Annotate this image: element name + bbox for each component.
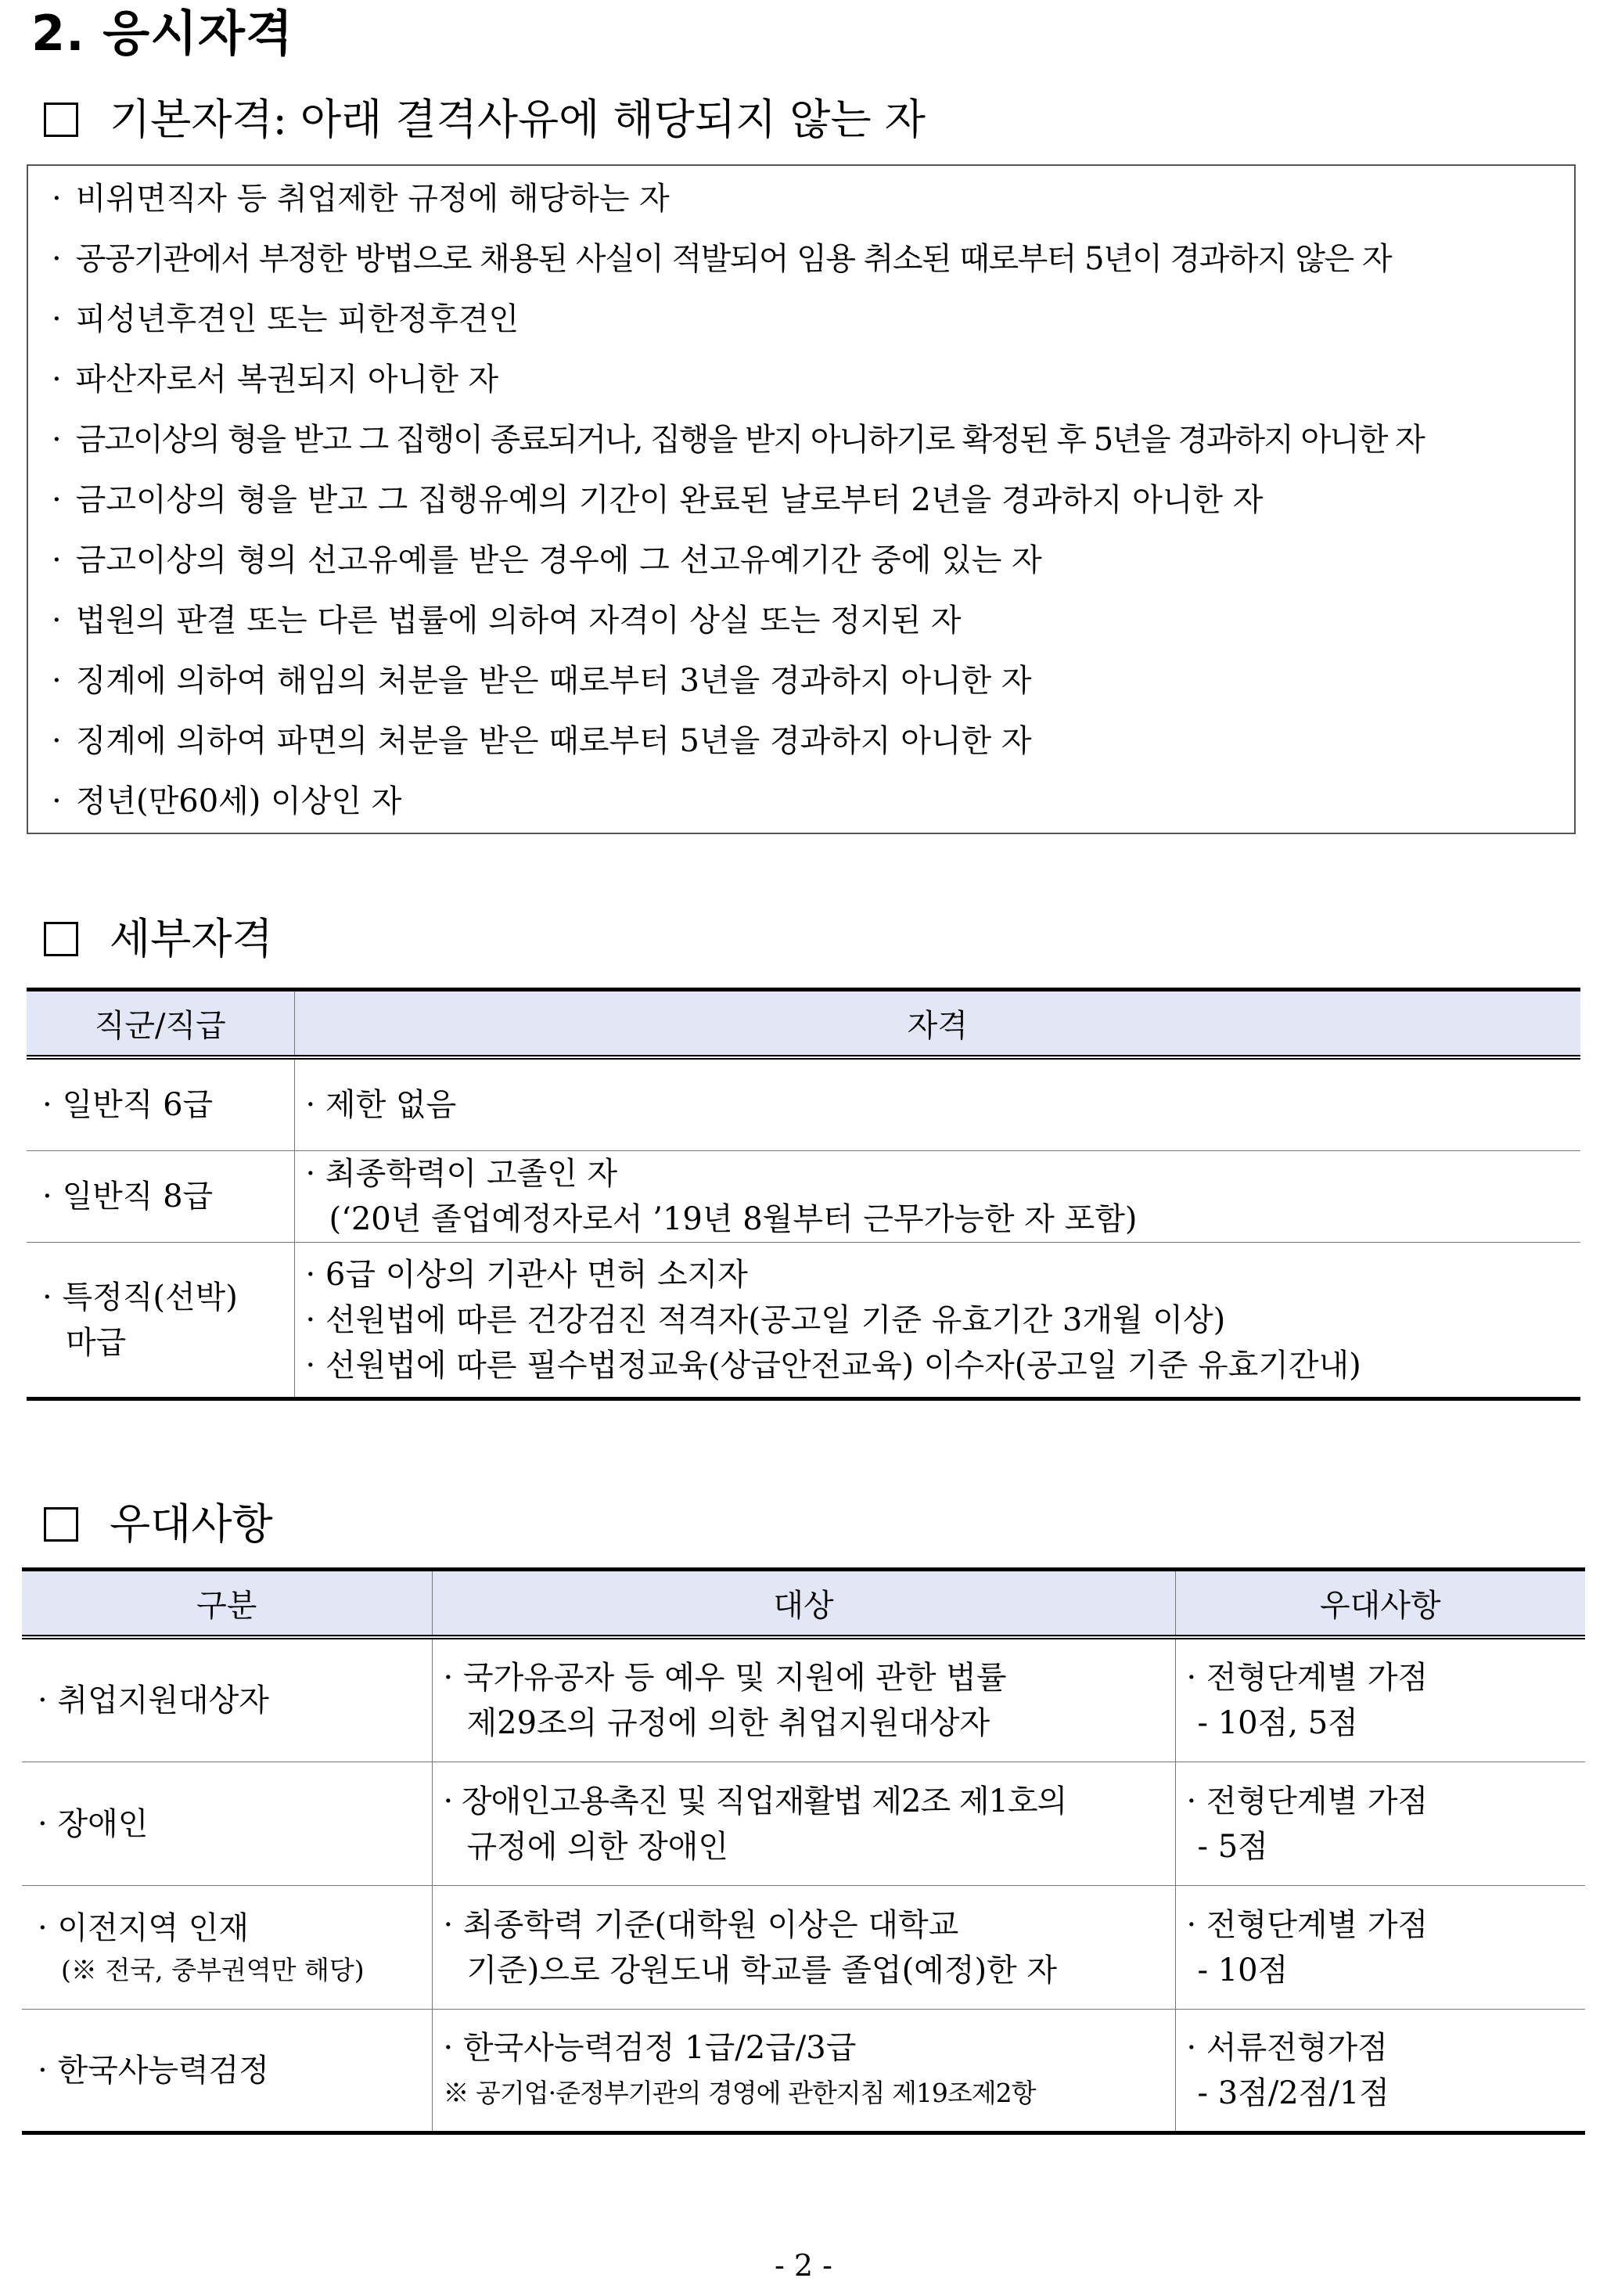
target-line: 규정에 의한 장애인 bbox=[466, 1828, 729, 1865]
column-header: 직군/직급 bbox=[27, 990, 294, 1057]
column-header: 대상 bbox=[432, 1570, 1175, 1637]
qual-line: · 선원법에 따른 필수법정교육(상급안전교육) 이수자(공고일 기준 유효기간내) bbox=[305, 1347, 1361, 1384]
target-line: · 한국사능력검정 1급/2급/3급 bbox=[443, 2029, 857, 2066]
table-row bbox=[22, 1637, 1585, 1762]
list-item: · 금고이상의 형을 받고 그 집행이 종료되거나, 집행을 받지 아니하기로 확정된 후 5년을 경과하지 아니한 자 bbox=[52, 422, 1424, 458]
grade-cell: · 일반직 6급 bbox=[42, 1086, 214, 1123]
detail-section-heading bbox=[44, 912, 273, 966]
table-row bbox=[22, 1762, 1585, 1886]
list-item: · 공공기관에서 부정한 방법으로 채용된 사실이 적발되어 임용 취소된 때로부터 5년이 경과하지 않은 자 bbox=[52, 241, 1391, 277]
pref-table bbox=[22, 1567, 1585, 2135]
basic-section-title: 기본자격: 아래 결격사유에 해당되지 않는 자 bbox=[110, 95, 926, 144]
detail-section-title: 세부자격 bbox=[110, 914, 273, 963]
list-item: · 정년(만60세) 이상인 자 bbox=[52, 783, 402, 819]
benefit-line: · 전형단계별 가점 bbox=[1186, 1783, 1429, 1819]
list-item: · 법원의 판결 또는 다른 법률에 의하여 자격이 상실 또는 정지된 자 bbox=[52, 603, 962, 639]
table-row bbox=[22, 1886, 1585, 2010]
table-row bbox=[22, 2010, 1585, 2133]
basic-section-heading bbox=[44, 92, 926, 147]
qual-cell: · 제한 없음 bbox=[305, 1086, 457, 1123]
target-line: · 국가유공자 등 예우 및 지원에 관한 법률 bbox=[443, 1659, 1007, 1696]
category-cell: · 한국사능력검정 bbox=[38, 2052, 269, 2089]
category-note: (※ 전국, 중부권역만 해당) bbox=[61, 1954, 365, 1985]
target-line: 제29조의 규정에 의한 취업지원대상자 bbox=[466, 1704, 990, 1741]
category-cell: · 이전지역 인재 bbox=[38, 1909, 249, 1946]
checkbox-square-icon bbox=[44, 103, 78, 137]
pref-section-title: 우대사항 bbox=[110, 1499, 273, 1549]
column-header: 우대사항 bbox=[1175, 1570, 1585, 1637]
target-line: · 장애인고용촉진 및 직업재활법 제2조 제1호의 bbox=[443, 1783, 1067, 1819]
list-item: · 금고이상의 형을 받고 그 집행유예의 기간이 완료된 날로부터 2년을 경과하지 아니한 자 bbox=[52, 482, 1264, 518]
column-header: 구분 bbox=[22, 1570, 432, 1637]
benefit-line: · 전형단계별 가점 bbox=[1186, 1906, 1429, 1943]
qual-line: (‘20년 졸업예정자로서 ’19년 8월부터 근무가능한 자 포함) bbox=[329, 1201, 1138, 1237]
qual-line: · 6급 이상의 기관사 면허 소지자 bbox=[305, 1256, 748, 1293]
qual-line: · 선원법에 따른 건강검진 적격자(공고일 기준 유효기간 3개월 이상) bbox=[305, 1301, 1226, 1338]
checkbox-square-icon bbox=[44, 922, 78, 956]
basic-requirements-box bbox=[27, 164, 1576, 834]
target-line: 기준)으로 강원도내 학교를 졸업(예정)한 자 bbox=[466, 1952, 1058, 1988]
column-header: 자격 bbox=[294, 990, 1580, 1057]
grade-line: · 특정직(선박) bbox=[42, 1279, 238, 1315]
page-number: - 2 - bbox=[774, 2248, 832, 2283]
benefit-line: - 10점, 5점 bbox=[1197, 1704, 1358, 1741]
table-row bbox=[27, 1151, 1580, 1243]
benefit-line: - 3점/2점/1점 bbox=[1197, 2075, 1389, 2111]
page-title: 2. 응시자격 bbox=[31, 5, 293, 62]
pref-section-heading bbox=[44, 1497, 273, 1552]
list-item: · 파산자로서 복권되지 아니한 자 bbox=[52, 362, 499, 398]
detail-table bbox=[27, 988, 1580, 1401]
grade-cell: · 일반직 8급 bbox=[42, 1179, 214, 1215]
list-item: · 징계에 의하여 파면의 처분을 받은 때로부터 5년을 경과하지 아니한 자 bbox=[52, 723, 1032, 759]
benefit-line: · 전형단계별 가점 bbox=[1186, 1659, 1429, 1696]
category-cell: · 장애인 bbox=[38, 1805, 149, 1842]
target-line: · 최종학력 기준(대학원 이상은 대학교 bbox=[443, 1906, 959, 1943]
list-item: · 징계에 의하여 해임의 처분을 받은 때로부터 3년을 경과하지 아니한 자 bbox=[52, 663, 1032, 699]
target-note: ※ 공기업·준정부기관의 경영에 관한지침 제19조제2항 bbox=[443, 2077, 1036, 2108]
table-row bbox=[27, 1243, 1580, 1399]
grade-line: 마급 bbox=[66, 1324, 127, 1361]
list-item: · 금고이상의 형의 선고유예를 받은 경우에 그 선고유예기간 중에 있는 자 bbox=[52, 542, 1042, 578]
benefit-line: - 10점 bbox=[1197, 1952, 1289, 1988]
category-cell: · 취업지원대상자 bbox=[38, 1682, 269, 1718]
list-item: · 피성년후견인 또는 피한정후견인 bbox=[52, 301, 519, 337]
list-item: · 비위면직자 등 취업제한 규정에 해당하는 자 bbox=[52, 181, 670, 217]
table-row bbox=[27, 1057, 1580, 1151]
checkbox-square-icon bbox=[44, 1507, 78, 1542]
qual-line: · 최종학력이 고졸인 자 bbox=[305, 1156, 618, 1192]
benefit-line: · 서류전형가점 bbox=[1186, 2029, 1388, 2066]
benefit-line: - 5점 bbox=[1197, 1828, 1268, 1865]
